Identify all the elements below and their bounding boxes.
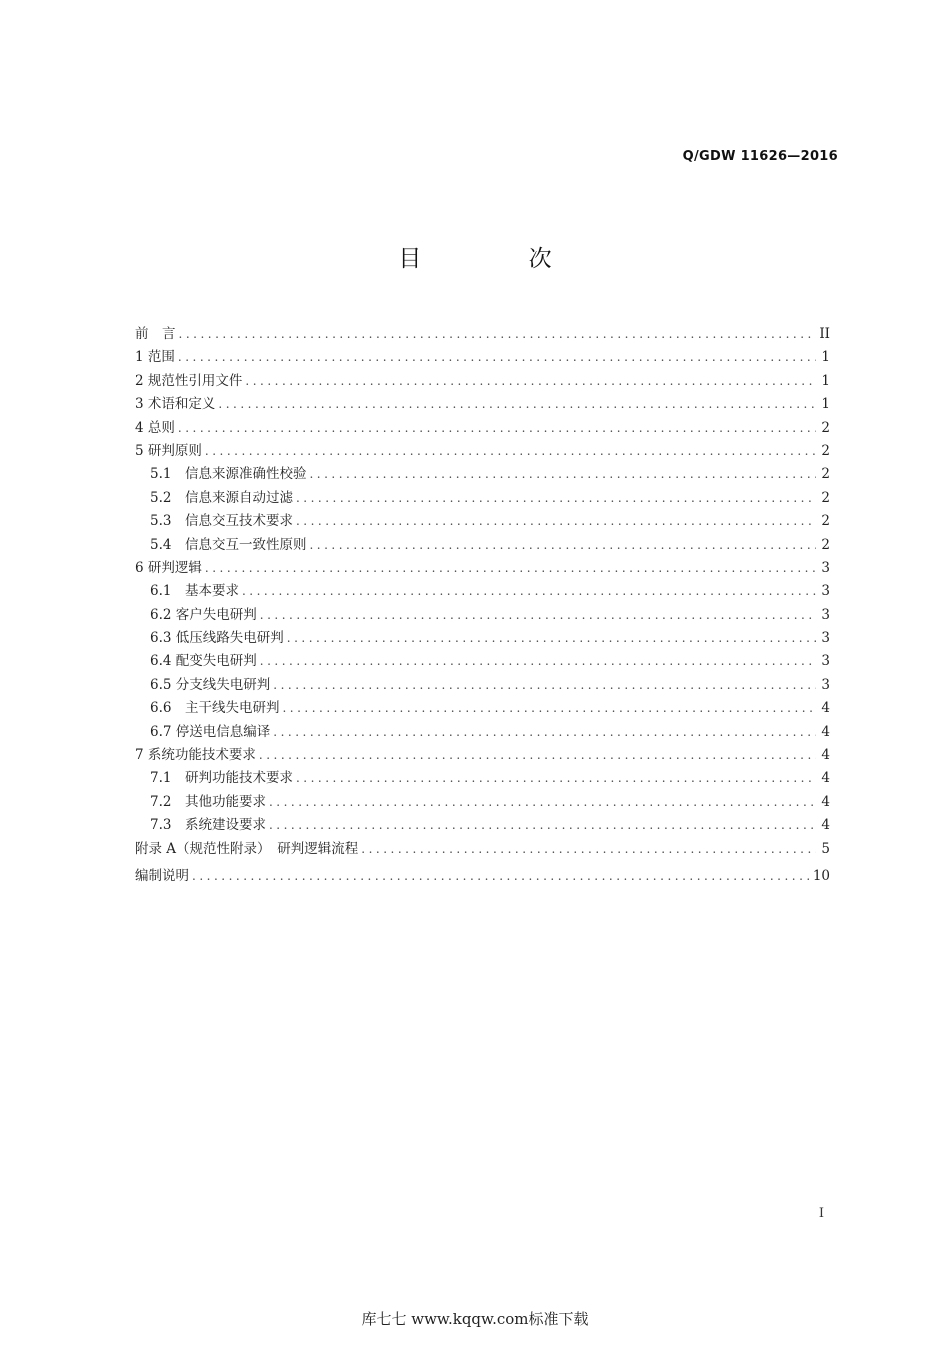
- toc-dot-leader: [205, 557, 816, 580]
- toc-entry-page: 1: [821, 349, 830, 366]
- toc-entry-label: 6.2 客户失电研判: [150, 606, 257, 623]
- toc-entry-label: 6.3 低压线路失电研判: [150, 630, 284, 647]
- toc-entry[interactable]: [135, 417, 830, 440]
- toc-dot-leader: [296, 487, 816, 510]
- toc-entry-page: II: [819, 326, 830, 342]
- toc-dot-leader: [287, 627, 816, 650]
- toc-entry-page: 2: [821, 489, 830, 506]
- toc-dot-leader: [309, 463, 816, 486]
- toc-entry-label: 2 规范性引用文件: [135, 372, 243, 389]
- toc-entry-page: 4: [821, 817, 830, 834]
- toc-entry-label: 5 研判原则: [135, 442, 202, 459]
- footer-watermark: 库七七 www.kqqw.com标准下载: [361, 1310, 589, 1328]
- toc-dot-leader: [269, 791, 816, 814]
- toc-entry-page: 2: [821, 513, 830, 530]
- toc-entry[interactable]: [135, 534, 830, 557]
- toc-entry-label: 5.2 信息来源自动过滤: [150, 489, 293, 506]
- toc-entry[interactable]: [135, 370, 830, 393]
- toc-entry-page: 1: [821, 396, 830, 413]
- toc-entry-label: 6.4 配变失电研判: [150, 653, 257, 670]
- table-of-contents: [135, 323, 830, 888]
- toc-dot-leader: [242, 580, 816, 603]
- toc-entry-label: 5.3 信息交互技术要求: [150, 513, 293, 530]
- toc-dot-leader: [269, 814, 816, 837]
- toc-entry[interactable]: [135, 487, 830, 510]
- toc-entry-label: 7.3 系统建设要求: [150, 817, 266, 834]
- toc-dot-leader: [260, 650, 816, 673]
- toc-entry[interactable]: [135, 557, 830, 580]
- toc-entry-label: 6.1 基本要求: [150, 583, 239, 600]
- toc-entry[interactable]: [135, 674, 830, 697]
- page-number: I: [818, 1206, 824, 1221]
- toc-entry[interactable]: [135, 721, 830, 744]
- toc-entry-label: 附录 A（规范性附录） 研判逻辑流程: [135, 840, 359, 857]
- toc-entry[interactable]: [135, 580, 830, 603]
- toc-dot-leader: [245, 370, 816, 393]
- toc-entry-page: 3: [821, 583, 830, 600]
- toc-entry-page: 3: [821, 630, 830, 647]
- toc-dot-leader: [273, 674, 816, 697]
- toc-dot-leader: [218, 393, 816, 416]
- toc-entry[interactable]: [135, 791, 830, 814]
- toc-dot-leader: [178, 417, 816, 440]
- toc-dot-leader: [361, 838, 816, 861]
- document-code: Q/GDW 11626—2016: [682, 149, 838, 164]
- toc-entry-page: 3: [821, 653, 830, 670]
- toc-entry-label: 7.1 研判功能技术要求: [150, 770, 293, 787]
- toc-dot-leader: [205, 440, 816, 463]
- toc-entry[interactable]: [135, 627, 830, 650]
- toc-entry-page: 4: [821, 793, 830, 810]
- toc-dot-leader: [296, 767, 816, 790]
- toc-entry-page: 1: [821, 372, 830, 389]
- toc-entry-page: 4: [821, 700, 830, 717]
- toc-entry-label: 7 系统功能技术要求: [135, 747, 256, 764]
- toc-entry-label: 前 言: [135, 326, 176, 342]
- toc-entry[interactable]: [135, 346, 830, 369]
- toc-entry-page: 4: [821, 747, 830, 764]
- toc-entry[interactable]: [135, 510, 830, 533]
- toc-entry[interactable]: [135, 393, 830, 416]
- toc-entry[interactable]: [135, 767, 830, 790]
- toc-entry[interactable]: [135, 814, 830, 837]
- toc-entry-label: 3 术语和定义: [135, 396, 216, 413]
- toc-entry-label: 6.7 停送电信息编译: [150, 723, 271, 740]
- toc-entry[interactable]: [135, 744, 830, 767]
- toc-dot-leader: [259, 744, 816, 767]
- toc-dot-leader: [178, 346, 816, 369]
- toc-entry[interactable]: [135, 463, 830, 486]
- toc-entry-label: 1 范围: [135, 349, 175, 366]
- toc-entry[interactable]: [135, 865, 830, 888]
- toc-entry-label: 4 总则: [135, 419, 175, 436]
- toc-entry[interactable]: [135, 440, 830, 463]
- toc-entry-label: 7.2 其他功能要求: [150, 793, 266, 810]
- toc-dot-leader: [273, 721, 816, 744]
- toc-entry-page: 2: [821, 536, 830, 553]
- toc-entry[interactable]: [135, 323, 830, 346]
- toc-entry-label: 6 研判逻辑: [135, 559, 202, 576]
- toc-entry-label: 5.4 信息交互一致性原则: [150, 536, 307, 553]
- toc-dot-leader: [192, 865, 809, 888]
- toc-entry-page: 2: [821, 419, 830, 436]
- toc-entry-label: 5.1 信息来源准确性校验: [150, 466, 307, 483]
- toc-entry[interactable]: [135, 650, 830, 673]
- toc-entry-page: 5: [821, 840, 830, 857]
- toc-entry-page: 3: [821, 676, 830, 693]
- toc-dot-leader: [296, 510, 816, 533]
- toc-dot-leader: [309, 534, 816, 557]
- toc-entry-label: 6.6 主干线失电研判: [150, 700, 280, 717]
- toc-entry-label: 6.5 分支线失电研判: [150, 676, 271, 693]
- toc-title: 目 次: [398, 246, 602, 272]
- toc-entry-page: 2: [821, 466, 830, 483]
- toc-entry[interactable]: [135, 838, 830, 861]
- toc-dot-leader: [179, 323, 816, 346]
- toc-entry-label: 编制说明: [135, 867, 189, 884]
- toc-entry[interactable]: [135, 604, 830, 627]
- toc-entry-page: 4: [821, 770, 830, 787]
- toc-entry[interactable]: [135, 697, 830, 720]
- toc-dot-leader: [260, 604, 816, 627]
- toc-entry-page: 3: [821, 559, 830, 576]
- toc-dot-leader: [282, 697, 816, 720]
- toc-entry-page: 2: [821, 442, 830, 459]
- toc-entry-page: 4: [821, 723, 830, 740]
- toc-entry-page: 3: [821, 606, 830, 623]
- toc-entry-page: 10: [812, 867, 830, 884]
